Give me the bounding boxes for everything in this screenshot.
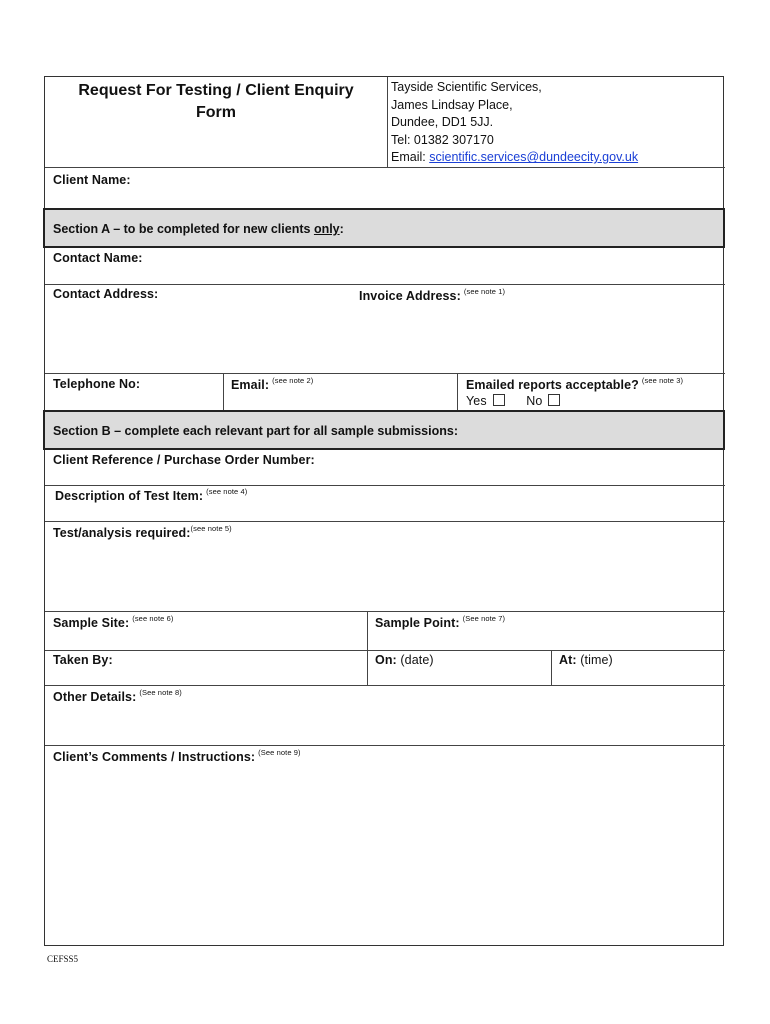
no-checkbox[interactable] bbox=[548, 394, 560, 406]
email-line: Email: scientific.services@dundeecity.gov.uk bbox=[391, 150, 639, 165]
divider bbox=[457, 373, 458, 411]
address-line: Dundee, DD1 5JJ. bbox=[391, 115, 494, 130]
divider bbox=[45, 611, 725, 612]
client-comments-label: Client’s Comments / Instructions: $^{(See note 9)}$ bbox=[53, 748, 301, 764]
divider bbox=[367, 611, 368, 685]
header-divider bbox=[387, 77, 388, 167]
contact-address-label: Contact Address: bbox=[53, 287, 159, 301]
divider bbox=[45, 650, 725, 651]
lab-address bbox=[391, 79, 638, 167]
client-reference-label: Client Reference / Purchase Order Number: bbox=[53, 453, 315, 467]
emailed-reports-label: Emailed reports acceptable? $^{(see note 3)}$ bbox=[466, 376, 684, 392]
form-title: Request For Testing / Client Enquiry Form bbox=[78, 82, 354, 121]
yes-checkbox[interactable] bbox=[493, 394, 505, 406]
time-label: At: (time) bbox=[559, 653, 613, 667]
invoice-address-label: Invoice Address: $^{(see note 1)}$ bbox=[359, 287, 506, 303]
address-line: James Lindsay Place, bbox=[391, 97, 513, 112]
client-name-label: Client Name: bbox=[53, 173, 131, 187]
sample-site-label: Sample Site: $^{(see note 6)}$ bbox=[53, 614, 174, 630]
other-details-label: Other Details: $^{(See note 8)}$ bbox=[53, 688, 182, 704]
taken-by-label: Taken By: bbox=[53, 653, 113, 667]
address-line: Tayside Scientific Services, bbox=[391, 80, 542, 94]
date-label: On: (date) bbox=[375, 653, 434, 667]
divider bbox=[551, 650, 552, 685]
emailed-reports-options: Yes No bbox=[466, 394, 560, 408]
divider bbox=[45, 485, 725, 486]
telephone-line: Tel: 01382 307170 bbox=[391, 132, 494, 147]
divider bbox=[45, 167, 725, 168]
request-form bbox=[44, 76, 724, 946]
divider bbox=[45, 521, 725, 522]
test-required-label: Test/analysis required:$^{(see note 5)}$ bbox=[53, 524, 232, 540]
divider bbox=[45, 373, 725, 374]
section-a-header: Section A – to be completed for new clients only: bbox=[43, 208, 725, 248]
divider bbox=[45, 745, 725, 746]
divider bbox=[45, 685, 725, 686]
form-code: CEFSS5 bbox=[47, 954, 79, 964]
contact-name-label: Contact Name: bbox=[53, 251, 143, 265]
section-b-header: Section B – complete each relevant part for all sample submissions: bbox=[43, 410, 725, 450]
sample-point-label: Sample Point: $^{(See note 7)}$ bbox=[375, 614, 506, 630]
description-label: Description of Test Item: $^{(see note 4)}$ bbox=[55, 487, 248, 503]
divider bbox=[45, 284, 725, 285]
telephone-label: Telephone No: bbox=[53, 377, 141, 391]
email-label: Email: $^{(see note 2)}$ bbox=[231, 376, 314, 392]
divider bbox=[223, 373, 224, 411]
email-link[interactable]: scientific.services@dundeecity.gov.uk bbox=[429, 150, 639, 165]
